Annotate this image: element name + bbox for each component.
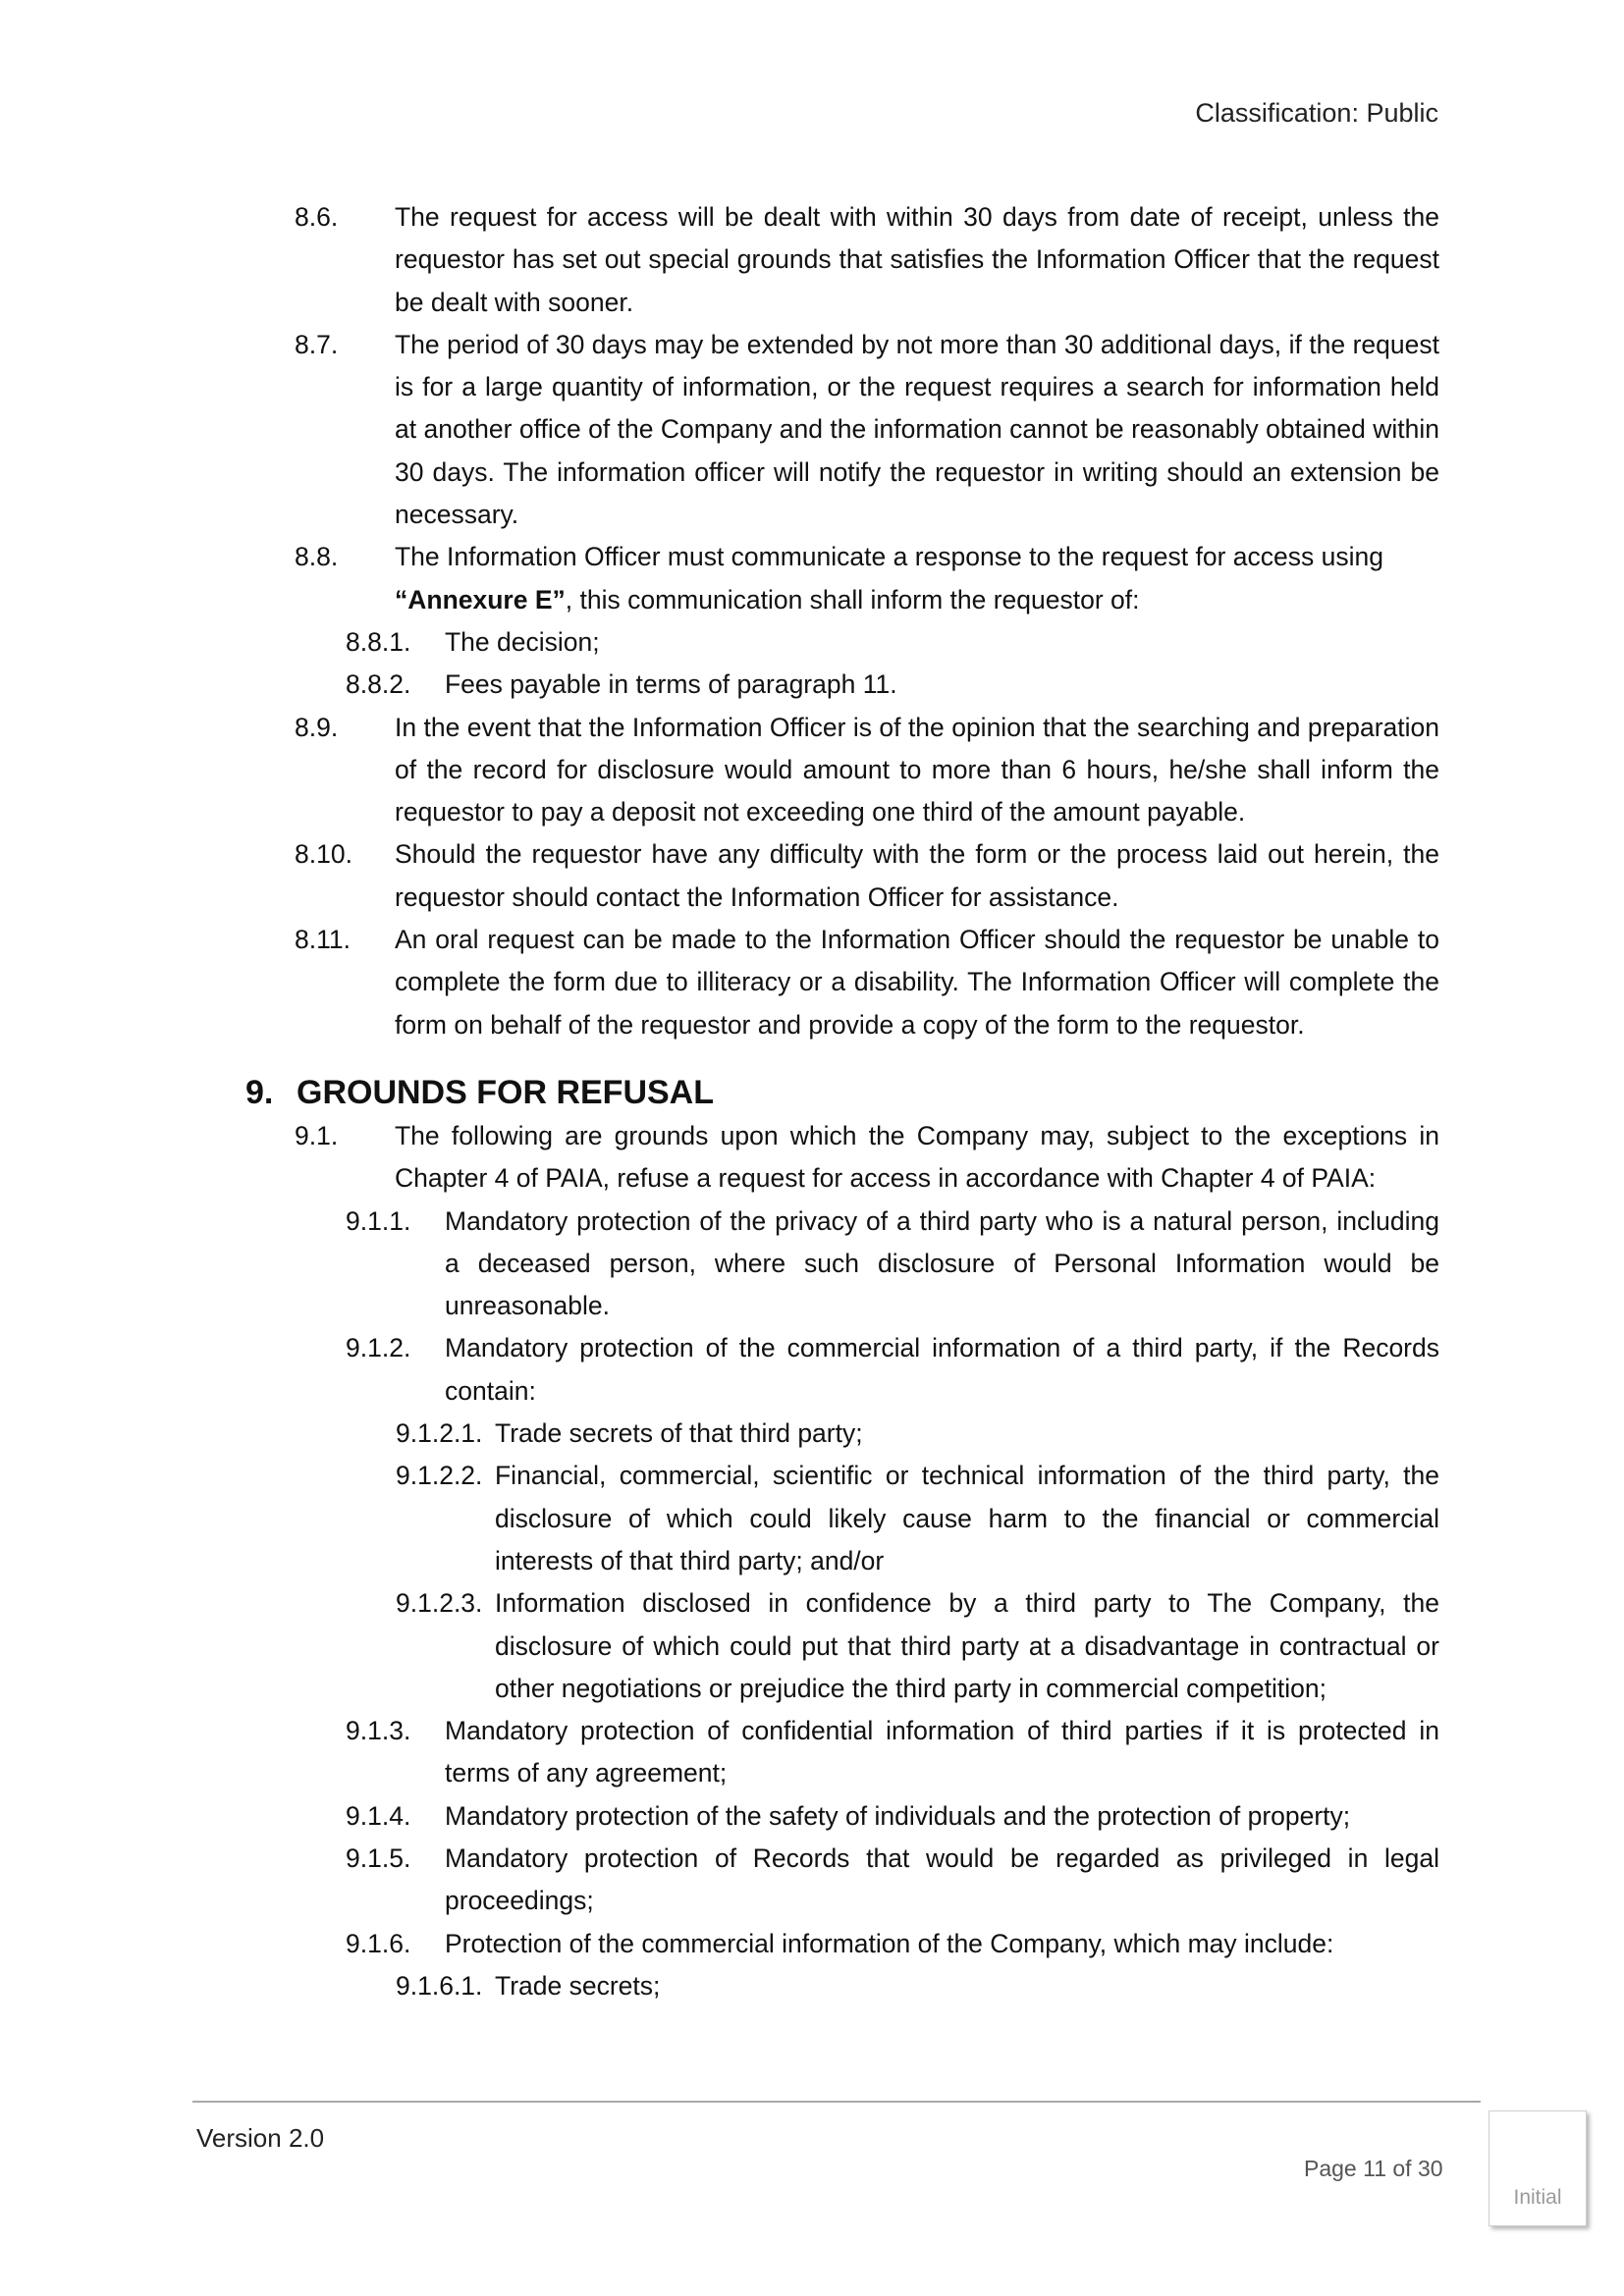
clause-text: The period of 30 days may be extended by not more than 30 additional days, if the request is for a large quantity of information, or the request requires a search for information held at another office of the Company and the information cannot be reasonably obtained within 30 days. The information officer will notify the requestor in writing should an extension be necessary.	[395, 329, 1439, 530]
clause-number: 8.8.	[295, 542, 339, 572]
clause-text-after: , this communication shall inform the requestor of:	[565, 584, 1140, 614]
clause-number: 9.1.2.2.	[396, 1461, 483, 1491]
version-label: Version 2.0	[196, 2123, 325, 2153]
clause-number: 9.1.2.3.	[396, 1588, 483, 1619]
clause-text: Mandatory protection of confidential information of third parties if it is protected in terms of any agreement;	[445, 1716, 1439, 1789]
document-body	[245, 196, 1439, 2007]
clause-text: Trade secrets;	[495, 1970, 661, 2001]
clause-text: The following are grounds upon which the Company may, subject to the exceptions in Chapter 4 of PAIA, refuse a request for access in accordance with Chapter 4 of PAIA:	[395, 1120, 1439, 1194]
clause-number: 9.1.3.	[346, 1716, 411, 1746]
page-number: Page 11 of 30	[1304, 2156, 1443, 2181]
clause-9-1-2-3	[245, 1582, 1439, 1710]
clause-text: In the event that the Information Officer is of the opinion that the searching and preparation of the record for disclosure would amount to more than 6 hours, he/she shall inform the requestor to pay a deposit not exceeding one third of the amount payable.	[395, 712, 1439, 828]
clause-8-9	[245, 707, 1439, 834]
initial-label: Initial	[1513, 2186, 1562, 2209]
clause-number: 8.9.	[295, 712, 339, 742]
clause-8-11	[245, 919, 1439, 1046]
clause-number: 9.1.2.1.	[396, 1418, 483, 1449]
clause-8-8	[245, 536, 1439, 621]
annexure-reference: “Annexure E”	[395, 584, 566, 614]
clause-9-1	[245, 1115, 1439, 1201]
clause-number: 9.1.6.1.	[396, 1970, 483, 2001]
clause-text: Mandatory protection of the privacy of a third party who is a natural person, including a deceased person, where such disclosure of Personal Information would be unreasonable.	[445, 1205, 1439, 1321]
clause-number: 8.6.	[295, 202, 339, 232]
clause-number: 8.10.	[295, 839, 352, 870]
clause-8-8-2	[245, 664, 1439, 706]
clause-9-1-2	[245, 1327, 1439, 1413]
clause-text	[395, 536, 1439, 621]
section-number: 9.	[245, 1073, 274, 1111]
clause-number: 9.1.5.	[346, 1842, 411, 1873]
clause-number: 8.7.	[295, 329, 339, 359]
section-heading	[245, 1070, 1439, 1115]
section-title: GROUNDS FOR REFUSAL	[297, 1073, 714, 1111]
clause-number: 9.1.4.	[346, 1800, 411, 1831]
clause-8-10	[245, 833, 1439, 919]
clause-number: 8.11.	[295, 925, 351, 955]
footer-divider	[192, 2101, 1481, 2103]
clause-text: Fees payable in terms of paragraph 11.	[445, 669, 897, 700]
clause-text: Mandatory protection of Records that would be regarded as privileged in legal proceedings;	[445, 1842, 1439, 1916]
clause-number: 8.8.1.	[346, 626, 411, 657]
clause-number: 9.1.1.	[346, 1205, 411, 1236]
clause-text: Protection of the commercial information of the Company, which may include:	[445, 1928, 1334, 1958]
clause-text: The request for access will be dealt with within 30 days from date of receipt, unless the requestor has set out special grounds that satisfies the Information Officer that the request be dealt with sooner.	[395, 202, 1439, 317]
clause-9-1-2-2	[245, 1455, 1439, 1582]
clause-number: 9.1.2.	[346, 1333, 411, 1363]
clause-9-1-6-1	[245, 1965, 1439, 2007]
classification-label: Classification: Public	[1195, 98, 1438, 128]
clause-9-1-5	[245, 1838, 1439, 1923]
clause-text: Should the requestor have any difficulty with the form or the process laid out herein, the requestor should contact the Information Officer for assistance.	[395, 839, 1439, 912]
clause-text: Mandatory protection of the safety of individuals and the protection of property;	[445, 1800, 1351, 1831]
clause-9-1-3	[245, 1710, 1439, 1795]
clause-9-1-4	[245, 1795, 1439, 1838]
clause-text: An oral request can be made to the Information Officer should the requestor be unable to complete the form due to illiteracy or a disability. The Information Officer will complete the form on behalf of the requestor and provide a copy of the form to the requestor.	[395, 925, 1439, 1040]
clause-8-7	[245, 324, 1439, 536]
clause-number: 9.1.	[295, 1120, 339, 1150]
clause-9-1-6	[245, 1923, 1439, 1965]
clause-8-8-1	[245, 621, 1439, 664]
clause-text-before: The Information Officer must communicate a response to the request for access using	[395, 542, 1383, 572]
clause-text: The decision;	[445, 626, 600, 657]
clause-text: Information disclosed in confidence by a third party to The Company, the disclosure of which could put that third party at a disadvantage in contractual or other negotiations or prejudice the third party in commercial competition;	[495, 1588, 1439, 1703]
initial-box[interactable]	[1489, 2110, 1587, 2226]
clause-number: 9.1.6.	[346, 1928, 411, 1958]
clause-text: Mandatory protection of the commercial information of a third party, if the Records contain:	[445, 1333, 1439, 1406]
clause-text: Financial, commercial, scientific or technical information of the third party, the disclosure of which could likely cause harm to the financial or commercial interests of that third party; and/or	[495, 1461, 1439, 1575]
clause-number: 8.8.2.	[346, 669, 411, 700]
clause-9-1-1	[245, 1201, 1439, 1328]
clause-8-6	[245, 196, 1439, 324]
clause-text: Trade secrets of that third party;	[495, 1418, 863, 1449]
clause-9-1-2-1	[245, 1413, 1439, 1455]
